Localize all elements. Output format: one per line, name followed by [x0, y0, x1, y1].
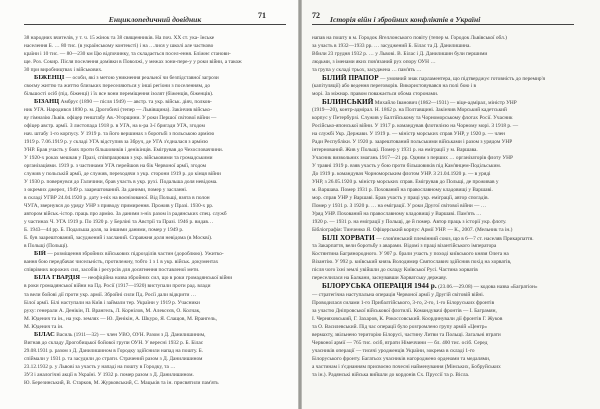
text-line: більшості осіб (під. біженці) і їх все вони переміщення ізолят (біженців, біженців).: [24, 91, 214, 98]
text-line: організаціями. 1919 р. з частинами УГА перейшов на бік Червоної армії, згодом: [24, 163, 207, 170]
text-line: Учасник визвольних змагань 1917—21 рр. Одним з перших … організаторів флоту УНР: [312, 155, 513, 162]
text-line: в складі УГВР 24.04.1920 р. дату з-ніх на воєнізованої. Від Польщі, взята в полон: [24, 195, 210, 202]
text-line: Б. був заарештований, засуджений і засланий. Справжня доля невідома (в Москві).: [24, 235, 213, 242]
text-line: та ін.). Радянські війська вийшли до кордонів Сх. Пруссії та р. Вісла.: [312, 371, 470, 378]
text-line: Костянтина Багрянородного. У 907 р. брали участь у поході київського князя Олега на: [312, 251, 509, 258]
entry-text: — умовний знак парламентера, що підтверджує готовність до перемир'я: [378, 76, 546, 83]
text-line: Ю. Березинський, В. Старков, М. Журковський, С. Мацьків та ін. присвятили пам'ять: [24, 379, 219, 386]
text-line: ще. Роз. Сокир. Після поселення домівки в Поволжі, у межах зони-пере-у у роки війни, а також: [24, 59, 242, 66]
text-line: руху: генерали А. Денікін, П. Врангель, Л. Корнілов, М. Алексєєв, О. Колчак,: [24, 307, 201, 314]
text-line: 23.12.1932 р. у Львові за участь у нападі на пошту в Городку, та …: [24, 363, 176, 370]
entry-text: Василь (1911—32) — член УВО, ОУН. Разом з Д. Данилишиним,: [54, 331, 206, 338]
entry-start-line: [312, 234, 586, 242]
text-line: ЗУЗ і аналогічні акції в Україні. У 1932 р. помер разом з Д. Данилишином.: [24, 371, 194, 378]
text-line: Російсько-японської війни. У 1917 р. командував флотилією на Чорному морі. З 1918 р. —: [312, 123, 519, 130]
text-line: м. Варшава. Помер 1931 р. Похований на православному кладовищі у Варшаві.: [312, 187, 493, 194]
right-page-body: [312, 34, 586, 379]
text-line: УНР. Брав участь у боях проти більшовиків і денікінців. Емігрував до Чехословаччини.: [24, 147, 224, 154]
running-header-title: Енциклопедичний довідник: [108, 15, 202, 24]
entry-start-line: [24, 98, 288, 106]
right-page: [302, 0, 600, 409]
entry-start-line: [24, 250, 288, 258]
text-line: людьми, з іменами яких пов'язаний рух опору ОУН …: [312, 59, 436, 66]
entry-text: — слов'янський племінний союз, що в 6—7 ст. населяв Прикарпаття.: [374, 236, 534, 243]
entry-start-line: [24, 274, 288, 282]
text-line: У 1930 р. повернувся до Галичини, брав участь в укр. рухі. Подальша доля невідома.: [24, 179, 218, 186]
text-line: та О. Василевський. Під час операції було розгромлено групу армій «Центр»: [312, 323, 488, 330]
text-line: офіцер австр. армії. З листопада 1918 р. в УГА, на к-ра 3-ї бригади УГА, згодом: [24, 123, 205, 130]
entry-headword: БІЙ: [34, 250, 46, 258]
entry-start-line: [312, 282, 586, 290]
text-line: переселилася на Балкани, заснувавши Хорватську державу.: [312, 275, 447, 282]
page-number-right: 72: [312, 11, 320, 20]
text-line: Вигнав до складу Дрогобицької бойової групи ОУН. У вересні 1932 р. Б. Білас: [24, 339, 204, 346]
text-line: Візантію. У 992 р. київський князь Володимир Святославич здійснив похід на хорватів,: [312, 259, 512, 266]
text-line: в Польщі (Польщі).: [24, 243, 69, 250]
text-line: своєму життю та життю близьких переселяються у інші регіони з поселенням, до: [24, 83, 211, 90]
text-line: населення Б. … 80 тис. (в українському контексті) і на …лися у школі але частково: [24, 43, 214, 50]
running-header-title: Історія війн і збройних конфліктів в Україні: [330, 15, 481, 24]
entry-headword: БІЛА ГВАРДІЯ: [34, 274, 81, 282]
text-line: інтернований. Жив у Польщі. Помер у 1931 р. на еміграції у м. Варшава.: [312, 147, 478, 154]
text-line: Білоруського фронту. Багатьох учасників нагороджено орденами та медалями,: [312, 355, 491, 362]
left-page: [0, 0, 298, 409]
text-line: УНР, з 26.05.1920 р. міністр морських справ. Емігрував до Польщі, де проживав у: [312, 179, 499, 186]
text-line: вермахту, звільнено територію Білорусі, частину Литви та Польщі. Загальні втрати: [312, 331, 501, 338]
entry-headword: БІЛИЙ ПРАПОР: [322, 74, 379, 83]
text-line: країни і 10 тис. — 80—230 км Цю відпочинку, та складається посел-ення. Бліжнє станови-: [24, 51, 231, 58]
text-line: Бібліографія: Тинченко Я. Офіцерський корпус Армії УНР. — К., 2007. (Мельник та ін.): [312, 227, 513, 234]
text-line: (1919—20), контр-адмірал. Н. 1862 р. на Полтавщині. Закінчив Морський кадетський: [312, 107, 507, 114]
text-line: та група у складі трьох, засуджена … пам'ять …: [312, 67, 422, 74]
text-line: у частинах Ч. УГА 1919 р. По 1920 р. у Берліні та Австрії та Празі. 1946 р. видав…: [24, 219, 214, 226]
entry-text: — особи, які з метою уникнення реальної чи безпідставної загрози: [64, 75, 219, 82]
text-line: Білої армії. Білі наступали на Київ і займали тер. України у 1919 р. Учасники: [24, 299, 200, 306]
text-line: Ради Республіки. У 1920 р. заарештований польськими військами і разом з урядом УНР: [312, 139, 513, 146]
text-line: Б. 1943—44 рр. Б. Подальша доля, за іншими даними, помер у 1949 р.: [24, 227, 184, 234]
text-line: морі. За міжнар. правом поважається обома сторонами.: [312, 91, 439, 98]
entry-start-line: [24, 74, 288, 82]
text-line: нач. штабу 1-го корпусу. У 1919 р. та його вершинах з боротьбі з польською армією: [24, 131, 215, 138]
text-line: а частинам і з'єднанням присвоєно почесні найменування (Мінських, Бобруйських: [312, 363, 501, 370]
entry-text: (23.06.—29.08) — кодова назва «Багратіон»: [436, 284, 538, 291]
text-line: ЧУГА, звернувся до уряду УНР з приводу примирення. Прожив у Празі. 1930-х рр.: [24, 203, 214, 210]
text-line: 29.08.1931 р. разом з Д. Данилишином в Городку здійснили напад на пошту. Б.: [24, 347, 204, 354]
text-line: з окремих джерел, 1949 р. заарештований. За даними, помер у засланні.: [24, 187, 188, 194]
text-line: Помер у 1931 р. З 1920 р. … на еміграції. У роки Другої світової війни — …: [312, 203, 487, 210]
text-line: (капітуляції) або ведення переговорів. Використовувався на полі бою і в: [312, 83, 477, 90]
text-line: Уряд УНР. Похований на православному кладовищі у Варшаві. Пам'ять …: [312, 211, 482, 218]
text-line: Червоної армії — 765 тис. осіб, втрати Німеччини — бл. 400 тис. осіб. Серед: [312, 339, 488, 346]
text-line: мор. справ УНР у Варшаві. Брав участь у праці укр. еміграції, автор спогадів.: [312, 195, 489, 202]
entry-start-line: [24, 331, 288, 339]
text-line: У 1920-х роках мешкав у Празі, співпрацював з укр. військовими та громадськими: [24, 155, 213, 162]
text-line: Вбили 23 грудня 1932 р. … у Львові. В. Білас і Д. Данилишин були першими: [312, 51, 488, 58]
text-line: До 1919 р. командувач Чорноморським флотом УНР. З 21.04.1920 р. — в уряді: [312, 171, 491, 178]
entry-headword: БІЛОРУСЬКА ОПЕРАЦІЯ 1944 р.: [322, 282, 437, 291]
text-line: 38 народних вчителів, у т. ч. 15 жінок та 38 священників. На поч. ХХ ст. ука- їнське: [24, 35, 215, 41]
running-header-left: [24, 12, 286, 25]
entry-headword: БІЛІ ХОРВАТИ: [322, 234, 375, 243]
text-line: ву гімназію Львів. офіцер генштабу Ав.-Угорщини. У роки Першої світової війни —: [24, 115, 217, 122]
text-line: за участь в 1932—1933 рр. … засуджений Б. Білас та Д. Данилишина.: [312, 43, 471, 50]
page-number-left: 71: [258, 11, 266, 20]
text-line: служив у польській армії, де служив, переходячи з укр. сторони 1919 р. до кінця війни: [24, 171, 221, 178]
text-line: 30 при виробництвах і військових.: [24, 67, 103, 74]
text-line: 1920 р. — 1931 р. на еміграції у Польщі, де й помер. Автор праць з історії укр. флоту.: [312, 219, 507, 226]
text-line: 1919 р. 7.06.1919 р. у складі УГА відступив за Збруч, де УГА з'єдналася з армією: [24, 139, 208, 146]
text-line: вання бою передбачає чисельність, протилежну, тобто 1 з 1 в укр. військ. документах: [24, 259, 219, 266]
entry-headword: БІЗАНЦ: [34, 98, 60, 106]
entry-text: — розміщення збройних військових підрозділів частин (дороблюю). Ужитко-: [45, 251, 224, 258]
text-line: автором військ.-істор. праць про армію. За даними з-ніх разом із радянських спец. служб: [24, 211, 227, 218]
text-line: на службі Укр. Держави. У 1919 р. — міністр морських справ УНР, у 1920 р. — член: [312, 131, 506, 138]
text-line: — стратегічна наступальна операція Червоної армії у Другій світовій війні.: [312, 291, 485, 298]
text-line: за участю Дніпровської військової флотилії. Командувачі фронтів — І. Баграмян,: [312, 307, 497, 314]
text-line: У травні 1919 р. взяв участь у бою проти більшовиків під Кам'янцем-Подільським.: [312, 163, 502, 170]
text-line: та вели бойові дії проти укр. армії. Збройні сили Пд. Росії дали відкрити …: [24, 291, 197, 298]
entry-start-line: [312, 98, 586, 106]
entry-text: — неофіційна назва збройних сил, що в роки громадянської війни: [80, 275, 233, 282]
entry-headword: БІЛИНСЬКИЙ: [322, 98, 374, 107]
text-line: спіймали у 1931 р. та засудили до страти. Страчений разом з Д. Данилишином: [24, 355, 203, 362]
text-line: ник УГА. Народився 1890 р. м. Дрогобичі (тепер — Львівщина). Закінчив військо-: [24, 107, 212, 114]
text-line: після чого їхні землі увійшли до складу Київської Русі. Частина хорватів: [312, 267, 478, 274]
text-line: М. Юденич та ін.: [24, 323, 64, 330]
text-line: та Закарпаття, вели боротьбу з аварами. Відомі з праці візантійського імператора: [312, 243, 497, 250]
text-line: І. Черняховський, Г. Захаров, К. Рокоссовський. Координували дії фронтів Г. Жуков: [312, 315, 503, 322]
text-line: співрівних ворожих сил, засобів і ресурсів для досягнення поставленої мети.: [24, 267, 200, 274]
text-line: М. Юденич та ін., на укр. землях — Ю. Денікін, А. Шкуро, Я. Слащов, М. Врангель,: [24, 315, 217, 322]
running-header-right: [312, 12, 574, 25]
left-page-body: [24, 34, 288, 387]
entry-text: Михайло Іванович (1862—1931) — віце-адмірал, міністр УНР: [373, 100, 517, 107]
entry-headword: БІЖЕНЦІ: [34, 74, 65, 82]
entry-start-line: [312, 74, 586, 82]
text-line: учасників операції — тисячі уродженців України, зокрема в складі 1-го: [312, 347, 475, 354]
text-line: в роки громадянської війни на Пд. Росії (1917—1920) виступали проти рад. влади: [24, 283, 211, 290]
text-line: корпус у Петербурзі. Служив у Балтійському та Чорноморському флотах Росії. Учасник: [312, 115, 513, 122]
entry-headword: БІЛАС: [34, 330, 55, 338]
text-line: напав на пошту в м. Городок Ягеллонського повіту (тепер м. Городок Львівської обл.): [312, 35, 507, 41]
text-line: Проводилася силами 1-го Прибалтійського, 3-го, 2-го, 1-го Білоруських фронтів: [312, 299, 495, 306]
entry-text: Амбрус (1890 — після 1949) — австр. та укр. військ. діяч, полков-: [59, 99, 212, 106]
